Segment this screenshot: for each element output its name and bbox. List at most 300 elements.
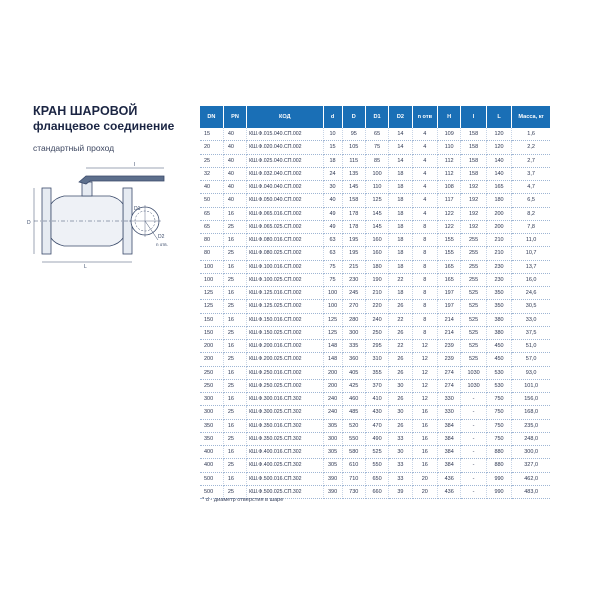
- table-cell: 12: [412, 340, 437, 353]
- table-row: [200, 207, 550, 220]
- table-cell: 215: [342, 260, 365, 273]
- valve-stem: [82, 182, 92, 196]
- table-cell: 39: [389, 485, 412, 498]
- table-cell: 51,0: [512, 340, 550, 353]
- table-cell: 330: [438, 393, 461, 406]
- table-cell: 8: [412, 273, 437, 286]
- table-cell: 525: [365, 446, 388, 459]
- table-cell: 214: [438, 326, 461, 339]
- table-cell: 8: [412, 287, 437, 300]
- table-cell: 305: [323, 419, 342, 432]
- table-cell: 25: [223, 406, 246, 419]
- dim-label-l: I: [134, 162, 136, 168]
- table-cell: КШ.Ф.250.016.СП.002: [247, 366, 323, 379]
- table-cell: 105: [342, 141, 365, 154]
- table-cell: 180: [365, 260, 388, 273]
- table-cell: 197: [438, 287, 461, 300]
- spec-table: [200, 106, 550, 499]
- table-row: [200, 472, 550, 485]
- table-cell: 18: [323, 154, 342, 167]
- table-cell: 49: [323, 207, 342, 220]
- table-cell: 158: [461, 128, 486, 141]
- table-cell: 610: [342, 459, 365, 472]
- table-cell: 16: [223, 313, 246, 326]
- table-cell: 274: [438, 379, 461, 392]
- table-cell: 330: [438, 406, 461, 419]
- table-row: [200, 167, 550, 180]
- table-cell: 300: [323, 432, 342, 445]
- table-cell: 16: [412, 459, 437, 472]
- table-cell: 180: [486, 194, 511, 207]
- table-cell: 57,0: [512, 353, 550, 366]
- table-row: [200, 260, 550, 273]
- table-cell: 8: [412, 220, 437, 233]
- table-cell: 2,2: [512, 141, 550, 154]
- table-cell: 112: [438, 154, 461, 167]
- table-cell: 4: [412, 128, 437, 141]
- table-cell: 192: [461, 181, 486, 194]
- table-cell: 8: [412, 234, 437, 247]
- table-cell: 16: [223, 234, 246, 247]
- table-cell: 16: [412, 419, 437, 432]
- table-cell: 650: [365, 472, 388, 485]
- table-cell: 155: [438, 247, 461, 260]
- table-cell: 40: [223, 194, 246, 207]
- table-cell: 195: [342, 247, 365, 260]
- table-cell: 485: [342, 406, 365, 419]
- table-cell: 148: [323, 353, 342, 366]
- table-row: [200, 313, 550, 326]
- table-cell: 250: [200, 366, 223, 379]
- table-cell: 26: [389, 353, 412, 366]
- table-cell: 14: [389, 154, 412, 167]
- table-cell: 125: [323, 313, 342, 326]
- table-cell: 4: [412, 141, 437, 154]
- table-cell: 500: [200, 472, 223, 485]
- table-cell: 230: [486, 273, 511, 286]
- table-cell: 117: [438, 194, 461, 207]
- table-cell: 158: [461, 141, 486, 154]
- table-cell: КШ.Ф.100.016.СП.002: [247, 260, 323, 273]
- table-cell: 100: [200, 260, 223, 273]
- table-cell: -: [461, 406, 486, 419]
- table-cell: 63: [323, 234, 342, 247]
- header-mass: Масса, кг: [512, 106, 550, 128]
- table-cell: 40: [223, 181, 246, 194]
- table-cell: КШ.Ф.300.025.СП.302: [247, 406, 323, 419]
- table-cell: 390: [323, 485, 342, 498]
- table-cell: КШ.Ф.500.025.СП.302: [247, 485, 323, 498]
- table-cell: 26: [389, 393, 412, 406]
- table-cell: КШ.Ф.300.016.СП.302: [247, 393, 323, 406]
- table-cell: 165: [486, 181, 511, 194]
- table-cell: 350: [200, 432, 223, 445]
- table-cell: 109: [438, 128, 461, 141]
- table-cell: 525: [461, 313, 486, 326]
- table-cell: -: [461, 419, 486, 432]
- table-cell: 25: [223, 273, 246, 286]
- table-cell: 33: [389, 432, 412, 445]
- table-cell: 8: [412, 247, 437, 260]
- page-subtitle-bold: фланцевое соединение: [33, 119, 175, 133]
- table-cell: 525: [461, 326, 486, 339]
- table-cell: 22: [389, 313, 412, 326]
- table-cell: 190: [365, 273, 388, 286]
- table-cell: 16: [223, 260, 246, 273]
- table-cell: 530: [486, 366, 511, 379]
- table-row: [200, 340, 550, 353]
- table-cell: 145: [365, 207, 388, 220]
- table-row: [200, 432, 550, 445]
- table-cell: 245: [342, 287, 365, 300]
- table-cell: 25: [223, 300, 246, 313]
- table-cell: 160: [365, 247, 388, 260]
- table-body: [200, 128, 550, 499]
- table-cell: 14: [389, 128, 412, 141]
- table-row: [200, 366, 550, 379]
- table-cell: 101,0: [512, 379, 550, 392]
- header-i: I: [461, 106, 486, 128]
- table-cell: 140: [486, 154, 511, 167]
- table-cell: 140: [486, 167, 511, 180]
- table-cell: 425: [342, 379, 365, 392]
- table-cell: 4: [412, 194, 437, 207]
- table-cell: 300,0: [512, 446, 550, 459]
- dim-label-d1: D1: [134, 206, 141, 212]
- table-cell: 310: [365, 353, 388, 366]
- table-cell: 30: [323, 181, 342, 194]
- table-cell: 350: [486, 287, 511, 300]
- table-cell: КШ.Ф.250.025.СП.002: [247, 379, 323, 392]
- dim-label-d: D: [27, 220, 31, 226]
- table-cell: 220: [365, 300, 388, 313]
- table-cell: 430: [365, 406, 388, 419]
- table-cell: 40: [223, 154, 246, 167]
- table-cell: 100: [365, 167, 388, 180]
- table-cell: 200: [486, 220, 511, 233]
- table-cell: 14: [389, 141, 412, 154]
- table-cell: 195: [342, 234, 365, 247]
- header-n-holes: n отв: [412, 106, 437, 128]
- header-d: d: [323, 106, 342, 128]
- table-cell: 400: [200, 459, 223, 472]
- table-cell: 26: [389, 419, 412, 432]
- table-cell: 1030: [461, 379, 486, 392]
- table-cell: 200: [200, 340, 223, 353]
- table-cell: 75: [365, 141, 388, 154]
- table-row: [200, 194, 550, 207]
- header-l: L: [486, 106, 511, 128]
- table-cell: 24: [323, 167, 342, 180]
- table-cell: 300: [342, 326, 365, 339]
- table-row: [200, 181, 550, 194]
- table-cell: 100: [323, 287, 342, 300]
- table-cell: 730: [342, 485, 365, 498]
- table-cell: 580: [342, 446, 365, 459]
- table-cell: 16: [412, 432, 437, 445]
- table-cell: 25: [223, 459, 246, 472]
- table-cell: КШ.Ф.200.025.СП.002: [247, 353, 323, 366]
- dim-label-d2: D2: [158, 234, 165, 240]
- table-cell: 525: [461, 300, 486, 313]
- table-header-row: [200, 106, 550, 128]
- table-cell: 6,5: [512, 194, 550, 207]
- table-cell: 178: [342, 220, 365, 233]
- table-cell: 145: [342, 181, 365, 194]
- table-cell: 120: [486, 141, 511, 154]
- table-cell: КШ.Ф.125.016.СП.002: [247, 287, 323, 300]
- table-cell: 990: [486, 485, 511, 498]
- table-cell: 135: [342, 167, 365, 180]
- table-cell: 4: [412, 154, 437, 167]
- table-cell: 250: [365, 326, 388, 339]
- table-row: [200, 446, 550, 459]
- table-cell: 384: [438, 419, 461, 432]
- table-row: [200, 287, 550, 300]
- table-cell: 25: [223, 326, 246, 339]
- table-cell: 158: [461, 167, 486, 180]
- table-cell: 192: [461, 207, 486, 220]
- table-cell: 115: [342, 154, 365, 167]
- table-cell: 165: [438, 260, 461, 273]
- table-cell: 25: [223, 353, 246, 366]
- header-code: КОД: [247, 106, 323, 128]
- table-cell: 550: [365, 459, 388, 472]
- table-cell: 155: [438, 234, 461, 247]
- table-cell: -: [461, 393, 486, 406]
- table-cell: 25: [223, 432, 246, 445]
- table-row: [200, 220, 550, 233]
- table-cell: КШ.Ф.065.016.СП.002: [247, 207, 323, 220]
- table-cell: 40: [200, 181, 223, 194]
- table-cell: КШ.Ф.025.040.СП.002: [247, 154, 323, 167]
- table-cell: 16: [223, 446, 246, 459]
- table-cell: 165: [438, 273, 461, 286]
- table-cell: 125: [200, 300, 223, 313]
- table-cell: 30: [389, 446, 412, 459]
- table-cell: 2,7: [512, 154, 550, 167]
- table-cell: 16: [223, 366, 246, 379]
- dim-label-n: n отв.: [156, 242, 168, 247]
- table-cell: 3,7: [512, 167, 550, 180]
- table-cell: 350: [486, 300, 511, 313]
- table-cell: 18: [389, 287, 412, 300]
- table-cell: КШ.Ф.150.025.СП.002: [247, 326, 323, 339]
- table-cell: 156,0: [512, 393, 550, 406]
- table-cell: 280: [342, 313, 365, 326]
- table-cell: 192: [461, 220, 486, 233]
- table-cell: 18: [389, 234, 412, 247]
- table-cell: 255: [461, 260, 486, 273]
- table-cell: 25: [223, 247, 246, 260]
- table-cell: 4: [412, 207, 437, 220]
- table-cell: 125: [365, 194, 388, 207]
- table-cell: КШ.Ф.350.016.СП.302: [247, 419, 323, 432]
- page-title: КРАН ШАРОВОЙ: [33, 104, 138, 118]
- table-cell: 158: [461, 154, 486, 167]
- table-cell: 450: [486, 340, 511, 353]
- table-cell: 15: [323, 141, 342, 154]
- table-cell: КШ.Ф.040.040.СП.002: [247, 181, 323, 194]
- table-cell: 500: [200, 485, 223, 498]
- table-cell: 400: [200, 446, 223, 459]
- table-cell: 255: [461, 234, 486, 247]
- table-cell: 33,0: [512, 313, 550, 326]
- table-cell: 12: [412, 379, 437, 392]
- table-cell: 110: [365, 181, 388, 194]
- table-cell: 8: [412, 326, 437, 339]
- table-cell: 200: [323, 379, 342, 392]
- table-cell: 145: [365, 220, 388, 233]
- table-cell: 230: [486, 260, 511, 273]
- table-cell: 384: [438, 432, 461, 445]
- table-cell: 80: [200, 247, 223, 260]
- table-cell: 33: [389, 459, 412, 472]
- table-cell: 49: [323, 220, 342, 233]
- table-cell: 750: [486, 432, 511, 445]
- header-d-outer: D: [342, 106, 365, 128]
- table-cell: 200: [323, 366, 342, 379]
- table-cell: КШ.Ф.150.016.СП.002: [247, 313, 323, 326]
- table-cell: 410: [365, 393, 388, 406]
- table-cell: 525: [461, 287, 486, 300]
- table-row: [200, 154, 550, 167]
- table-cell: 8: [412, 260, 437, 273]
- table-cell: 10,7: [512, 247, 550, 260]
- table-cell: 25: [223, 485, 246, 498]
- table-cell: 178: [342, 207, 365, 220]
- table-cell: 12: [412, 366, 437, 379]
- table-row: [200, 379, 550, 392]
- table-cell: 30,5: [512, 300, 550, 313]
- table-cell: 350: [200, 419, 223, 432]
- table-cell: 95: [342, 128, 365, 141]
- table-cell: 26: [389, 300, 412, 313]
- table-cell: 8: [412, 313, 437, 326]
- table-cell: 214: [438, 313, 461, 326]
- table-cell: 24,6: [512, 287, 550, 300]
- table-cell: КШ.Ф.400.016.СП.302: [247, 446, 323, 459]
- table-cell: 525: [461, 353, 486, 366]
- table-cell: 200: [200, 353, 223, 366]
- table-cell: 18: [389, 194, 412, 207]
- table-cell: 370: [365, 379, 388, 392]
- table-cell: 18: [389, 260, 412, 273]
- table-cell: -: [461, 472, 486, 485]
- table-cell: 122: [438, 220, 461, 233]
- table-cell: 20: [412, 485, 437, 498]
- table-cell: 40: [223, 128, 246, 141]
- table-cell: 122: [438, 207, 461, 220]
- table-cell: 360: [342, 353, 365, 366]
- table-cell: 120: [486, 128, 511, 141]
- table-cell: 274: [438, 366, 461, 379]
- table-cell: 16: [223, 287, 246, 300]
- table-cell: 18: [389, 181, 412, 194]
- table-cell: 8: [412, 300, 437, 313]
- table-cell: 150: [200, 313, 223, 326]
- table-cell: 380: [486, 326, 511, 339]
- table-cell: 33: [389, 472, 412, 485]
- table-cell: 380: [486, 313, 511, 326]
- table-cell: 80: [200, 234, 223, 247]
- table-cell: 148: [323, 340, 342, 353]
- table-row: [200, 326, 550, 339]
- table-cell: 235,0: [512, 419, 550, 432]
- table-cell: 405: [342, 366, 365, 379]
- table-cell: 125: [200, 287, 223, 300]
- table-cell: 750: [486, 406, 511, 419]
- table-cell: 530: [486, 379, 511, 392]
- table-cell: 37,5: [512, 326, 550, 339]
- table-cell: 18: [389, 220, 412, 233]
- table-cell: 4: [412, 181, 437, 194]
- table-cell: 300: [200, 393, 223, 406]
- table-cell: 65: [365, 128, 388, 141]
- table-cell: 12: [412, 393, 437, 406]
- table-cell: 990: [486, 472, 511, 485]
- table-cell: 85: [365, 154, 388, 167]
- table-cell: 436: [438, 472, 461, 485]
- table-cell: 710: [342, 472, 365, 485]
- table-cell: 462,0: [512, 472, 550, 485]
- table-cell: 327,0: [512, 459, 550, 472]
- table-cell: 880: [486, 459, 511, 472]
- table-cell: 108: [438, 181, 461, 194]
- table-row: [200, 406, 550, 419]
- table-cell: 384: [438, 446, 461, 459]
- table-cell: 483,0: [512, 485, 550, 498]
- table-cell: КШ.Ф.100.025.СП.002: [247, 273, 323, 286]
- table-cell: -: [461, 446, 486, 459]
- table-cell: 112: [438, 167, 461, 180]
- table-cell: 16,0: [512, 273, 550, 286]
- table-cell: 255: [461, 247, 486, 260]
- table-cell: 7,8: [512, 220, 550, 233]
- table-cell: 460: [342, 393, 365, 406]
- table-cell: 192: [461, 194, 486, 207]
- header-d2: D2: [389, 106, 412, 128]
- table-cell: 300: [200, 406, 223, 419]
- table-cell: 26: [389, 326, 412, 339]
- table-cell: 40: [223, 167, 246, 180]
- table-row: [200, 141, 550, 154]
- table-cell: 355: [365, 366, 388, 379]
- table-cell: 160: [365, 234, 388, 247]
- header-d1: D1: [365, 106, 388, 128]
- table-cell: 384: [438, 459, 461, 472]
- table-cell: 12: [412, 353, 437, 366]
- table-cell: КШ.Ф.032.040.СП.002: [247, 167, 323, 180]
- table-cell: 11,0: [512, 234, 550, 247]
- table-cell: 22: [389, 340, 412, 353]
- table-cell: 230: [342, 273, 365, 286]
- table-cell: 18: [389, 207, 412, 220]
- table-cell: 450: [486, 353, 511, 366]
- table-cell: КШ.Ф.080.025.СП.002: [247, 247, 323, 260]
- table-row: [200, 459, 550, 472]
- table-cell: 660: [365, 485, 388, 498]
- table-cell: КШ.Ф.125.025.СП.002: [247, 300, 323, 313]
- table-cell: 1,6: [512, 128, 550, 141]
- table-cell: 390: [323, 472, 342, 485]
- passage-type-label: стандартный проход: [33, 143, 115, 153]
- table-cell: 100: [323, 300, 342, 313]
- dim-label-length: L: [84, 264, 87, 270]
- table-cell: 255: [461, 273, 486, 286]
- table-cell: 16: [223, 472, 246, 485]
- table-cell: 20: [200, 141, 223, 154]
